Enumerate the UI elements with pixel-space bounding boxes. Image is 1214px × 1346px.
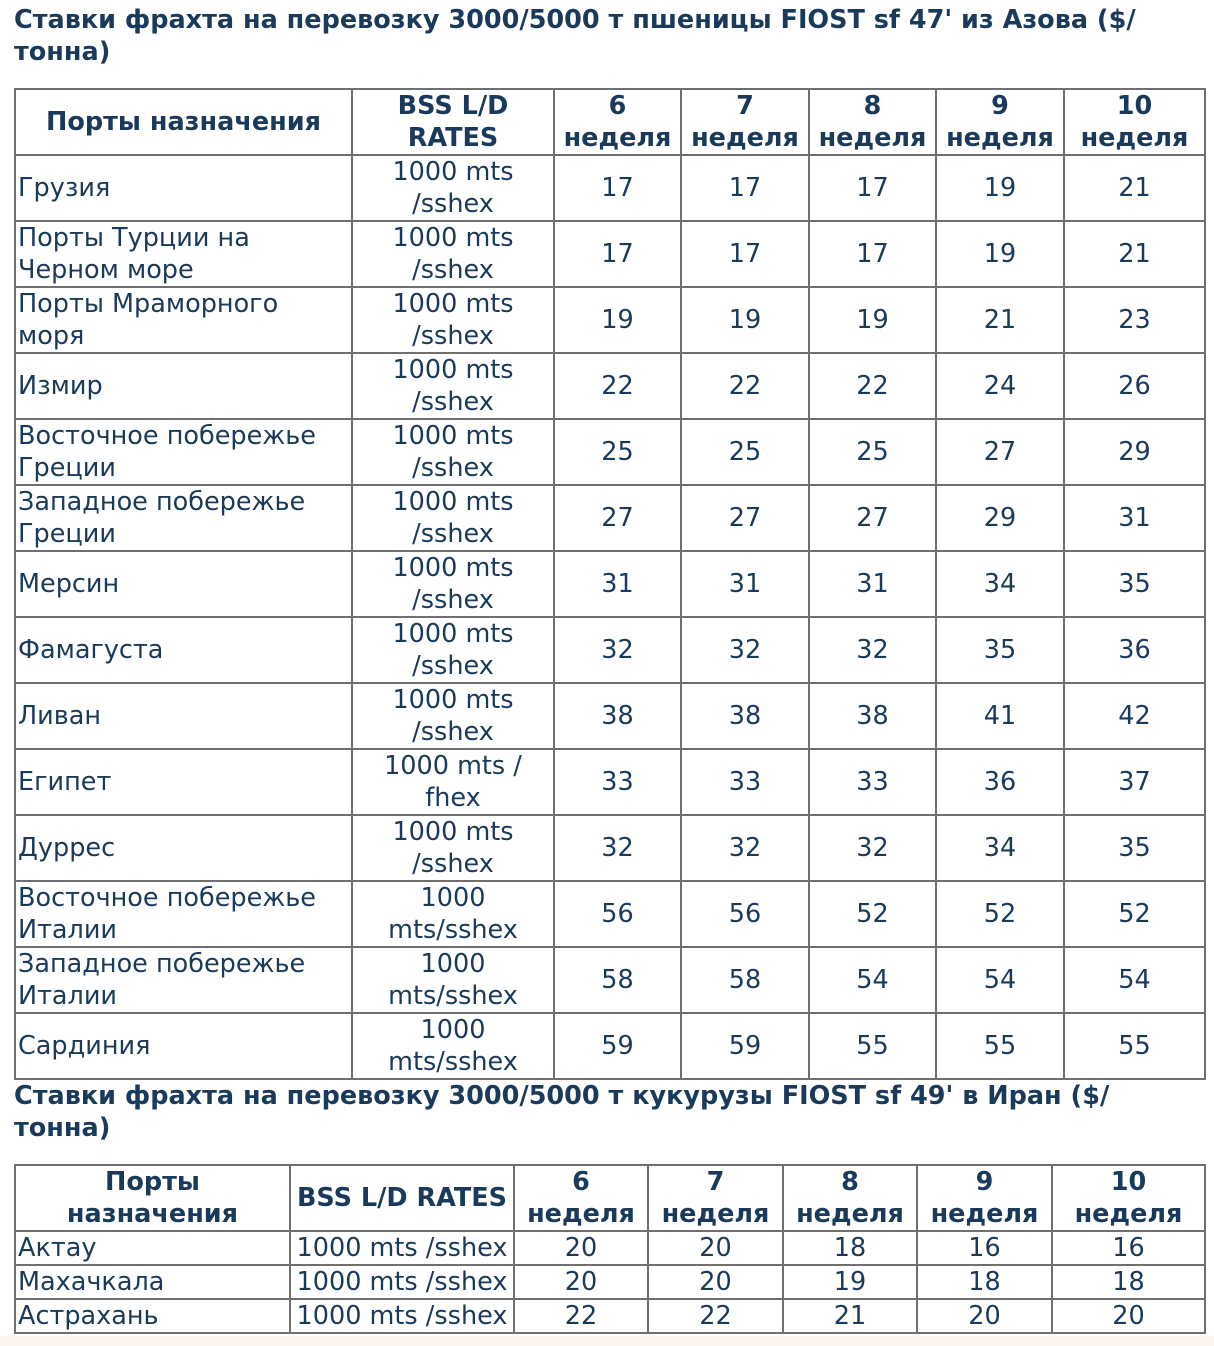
week6-cell: 58: [554, 947, 681, 1013]
table-row: [15, 1299, 1205, 1333]
rate-cell: 1000 mts/sshex: [352, 881, 554, 947]
week6-cell: 17: [554, 221, 681, 287]
week7-cell: 19: [681, 287, 809, 353]
week10-cell: 55: [1064, 1013, 1205, 1079]
column-header-week7: 7 неделя: [648, 1165, 783, 1231]
week7-cell: 20: [648, 1231, 783, 1265]
week9-cell: 55: [936, 1013, 1064, 1079]
table-row: [15, 155, 1205, 221]
week6-cell: 59: [554, 1013, 681, 1079]
week8-cell: 17: [809, 155, 936, 221]
week10-cell: 35: [1064, 815, 1205, 881]
column-header-week9: 9 неделя: [917, 1165, 1052, 1231]
port-cell: Западное побережье Греции: [15, 485, 352, 551]
section2-title: Ставки фрахта на перевозку 3000/5000 т кукурузы FIOST sf 49' в Иран ($/тонна): [14, 1081, 1110, 1143]
table-row: [15, 221, 1205, 287]
week6-cell: 32: [554, 617, 681, 683]
table-row: [15, 881, 1205, 947]
table-row: [15, 683, 1205, 749]
table-row: [15, 1231, 1205, 1265]
week6-cell: 19: [554, 287, 681, 353]
week7-cell: 22: [681, 353, 809, 419]
rate-cell: 1000 mts /sshex: [290, 1299, 514, 1333]
column-header-week9: 9 неделя: [936, 89, 1064, 155]
column-header-week8: 8 неделя: [809, 89, 936, 155]
corn-freight-table: [14, 1164, 1206, 1334]
week8-cell: 22: [809, 353, 936, 419]
port-cell: Актау: [15, 1231, 290, 1265]
week10-cell: 42: [1064, 683, 1205, 749]
week8-cell: 19: [783, 1265, 917, 1299]
week10-cell: 37: [1064, 749, 1205, 815]
port-cell: Восточное побережье Греции: [15, 419, 352, 485]
week6-cell: 56: [554, 881, 681, 947]
week9-cell: 24: [936, 353, 1064, 419]
section1-title: Ставки фрахта на перевозку 3000/5000 т пшеницы FIOST sf 47' из Азова ($/тонна): [14, 5, 1136, 67]
week9-cell: 36: [936, 749, 1064, 815]
week9-cell: 34: [936, 551, 1064, 617]
column-header-ports: Порты назначения: [15, 89, 352, 155]
port-cell: Мерсин: [15, 551, 352, 617]
port-cell: Сардиния: [15, 1013, 352, 1079]
week9-cell: 18: [917, 1265, 1052, 1299]
column-header-rates: BSS L/D RATES: [352, 89, 554, 155]
table-row: [15, 353, 1205, 419]
table-row: [15, 287, 1205, 353]
table-row: [15, 1265, 1205, 1299]
week9-cell: 19: [936, 221, 1064, 287]
port-cell: Западное побережье Италии: [15, 947, 352, 1013]
rate-cell: 1000 mts / fhex: [352, 749, 554, 815]
rate-cell: 1000 mts /sshex: [352, 683, 554, 749]
week10-cell: 23: [1064, 287, 1205, 353]
table-row: [15, 419, 1205, 485]
port-cell: Астрахань: [15, 1299, 290, 1333]
rate-cell: 1000 mts /sshex: [352, 617, 554, 683]
rate-cell: 1000 mts /sshex: [290, 1231, 514, 1265]
week8-cell: 25: [809, 419, 936, 485]
week10-cell: 54: [1064, 947, 1205, 1013]
port-cell: Измир: [15, 353, 352, 419]
week7-cell: 59: [681, 1013, 809, 1079]
week7-cell: 32: [681, 617, 809, 683]
week6-cell: 17: [554, 155, 681, 221]
table-header-row: [15, 1165, 1205, 1231]
week8-cell: 32: [809, 617, 936, 683]
week10-cell: 16: [1052, 1231, 1205, 1265]
week10-cell: 29: [1064, 419, 1205, 485]
week7-cell: 27: [681, 485, 809, 551]
week9-cell: 54: [936, 947, 1064, 1013]
week6-cell: 22: [514, 1299, 648, 1333]
week6-cell: 20: [514, 1265, 648, 1299]
week6-cell: 38: [554, 683, 681, 749]
week8-cell: 21: [783, 1299, 917, 1333]
port-cell: Восточное побережье Италии: [15, 881, 352, 947]
port-cell: Дуррес: [15, 815, 352, 881]
week7-cell: 31: [681, 551, 809, 617]
week6-cell: 22: [554, 353, 681, 419]
rate-cell: 1000 mts /sshex: [352, 485, 554, 551]
week8-cell: 55: [809, 1013, 936, 1079]
rate-cell: 1000 mts /sshex: [352, 551, 554, 617]
week8-cell: 18: [783, 1231, 917, 1265]
week8-cell: 52: [809, 881, 936, 947]
week6-cell: 25: [554, 419, 681, 485]
week8-cell: 32: [809, 815, 936, 881]
column-header-week8: 8 неделя: [783, 1165, 917, 1231]
week8-cell: 54: [809, 947, 936, 1013]
week10-cell: 52: [1064, 881, 1205, 947]
week8-cell: 19: [809, 287, 936, 353]
week7-cell: 20: [648, 1265, 783, 1299]
week10-cell: 20: [1052, 1299, 1205, 1333]
week7-cell: 32: [681, 815, 809, 881]
week9-cell: 29: [936, 485, 1064, 551]
rate-cell: 1000 mts /sshex: [352, 353, 554, 419]
week9-cell: 41: [936, 683, 1064, 749]
week7-cell: 33: [681, 749, 809, 815]
column-header-week7: 7 неделя: [681, 89, 809, 155]
week7-cell: 17: [681, 155, 809, 221]
week10-cell: 36: [1064, 617, 1205, 683]
column-header-ports: Порты назначения: [15, 1165, 290, 1231]
table-row: [15, 485, 1205, 551]
rate-cell: 1000 mts/sshex: [352, 1013, 554, 1079]
week9-cell: 35: [936, 617, 1064, 683]
rate-cell: 1000 mts /sshex: [352, 815, 554, 881]
week9-cell: 52: [936, 881, 1064, 947]
rate-cell: 1000 mts /sshex: [290, 1265, 514, 1299]
week9-cell: 27: [936, 419, 1064, 485]
week6-cell: 31: [554, 551, 681, 617]
week8-cell: 33: [809, 749, 936, 815]
week6-cell: 27: [554, 485, 681, 551]
week10-cell: 31: [1064, 485, 1205, 551]
rate-cell: 1000 mts/sshex: [352, 947, 554, 1013]
table-header-row: [15, 89, 1205, 155]
week7-cell: 38: [681, 683, 809, 749]
port-cell: Египет: [15, 749, 352, 815]
week9-cell: 21: [936, 287, 1064, 353]
port-cell: Махачкала: [15, 1265, 290, 1299]
week9-cell: 19: [936, 155, 1064, 221]
column-header-week10: 10 неделя: [1064, 89, 1205, 155]
week10-cell: 18: [1052, 1265, 1205, 1299]
week10-cell: 26: [1064, 353, 1205, 419]
week8-cell: 17: [809, 221, 936, 287]
port-cell: Фамагуста: [15, 617, 352, 683]
week8-cell: 27: [809, 485, 936, 551]
column-header-week10: 10 неделя: [1052, 1165, 1205, 1231]
column-header-week6: 6 неделя: [514, 1165, 648, 1231]
table-row: [15, 551, 1205, 617]
rate-cell: 1000 mts /sshex: [352, 221, 554, 287]
week10-cell: 21: [1064, 221, 1205, 287]
table-row: [15, 749, 1205, 815]
column-header-week6: 6 неделя: [554, 89, 681, 155]
table-row: [15, 815, 1205, 881]
week8-cell: 31: [809, 551, 936, 617]
week7-cell: 56: [681, 881, 809, 947]
table-row: [15, 947, 1205, 1013]
week7-cell: 22: [648, 1299, 783, 1333]
port-cell: Грузия: [15, 155, 352, 221]
week6-cell: 32: [554, 815, 681, 881]
week9-cell: 34: [936, 815, 1064, 881]
rate-cell: 1000 mts /sshex: [352, 287, 554, 353]
week7-cell: 25: [681, 419, 809, 485]
table-row: [15, 617, 1205, 683]
port-cell: Порты Турции на Черном море: [15, 221, 352, 287]
week9-cell: 16: [917, 1231, 1052, 1265]
week6-cell: 20: [514, 1231, 648, 1265]
table-row: [15, 1013, 1205, 1079]
port-cell: Порты Мраморного моря: [15, 287, 352, 353]
column-header-rates: BSS L/D RATES: [290, 1165, 514, 1231]
port-cell: Ливан: [15, 683, 352, 749]
week10-cell: 21: [1064, 155, 1205, 221]
week9-cell: 20: [917, 1299, 1052, 1333]
wheat-freight-table: [14, 88, 1206, 1080]
rate-cell: 1000 mts /sshex: [352, 155, 554, 221]
rate-cell: 1000 mts /sshex: [352, 419, 554, 485]
week6-cell: 33: [554, 749, 681, 815]
page-bottom-strip: [0, 1336, 1214, 1346]
week7-cell: 58: [681, 947, 809, 1013]
week8-cell: 38: [809, 683, 936, 749]
week7-cell: 17: [681, 221, 809, 287]
week10-cell: 35: [1064, 551, 1205, 617]
